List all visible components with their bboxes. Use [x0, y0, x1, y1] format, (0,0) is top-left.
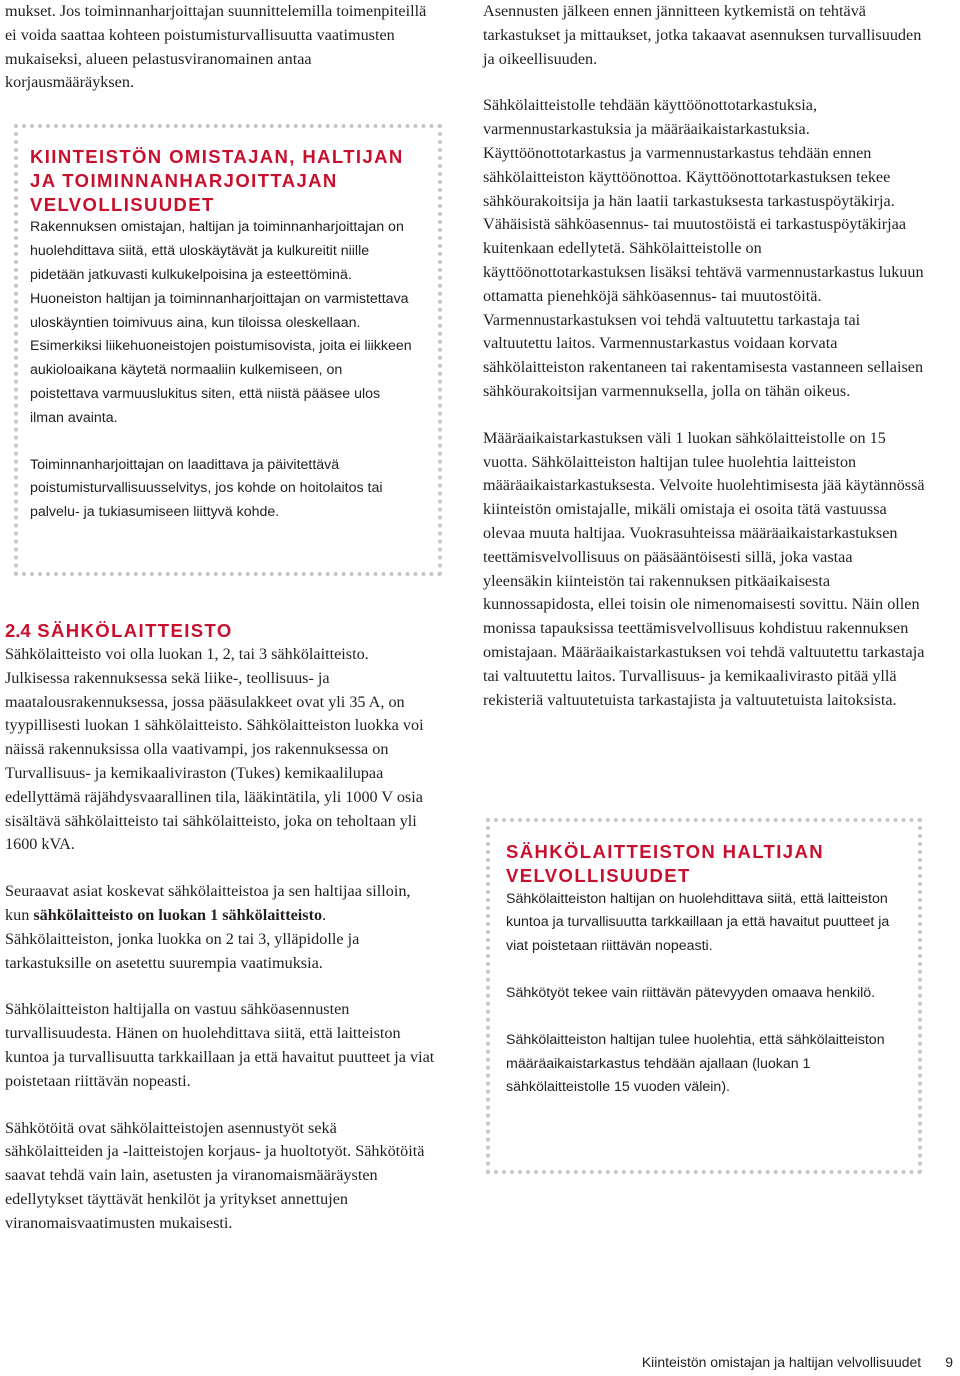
right-paragraph-1: Asennusten jälkeen ennen jännitteen kytkemistä on tehtävä tarkastukset ja mittaukset, jotka takaavat asennuksen turvallisuuden ja oikeellisuuden. — [483, 2, 922, 68]
installation-duties-paragraph-1: Sähkölaitteiston haltijan on huolehdittava siitä, että laitteiston kuntoa ja turvallisuutta tarkkaillaan ja että havaitut puutteet ja viat poistetaan riittävän nopeasti. — [506, 890, 890, 955]
installation-duties-box — [486, 818, 922, 1174]
section-paragraph-2-end: . Sähkölaitteiston, jonka luokka on 2 tai 3, ylläpidolle ja tarkastuksille on asetettu suurempia vaatimuksia. — [5, 905, 360, 972]
section-paragraph-4: Sähkötöitä ovat sähkölaitteistojen asennustyöt sekä sähkölaitteiden ja -laitteistojen korjaus- ja huoltotyöt. Sähkötöitä saavat tehdä vain lain, asetusten ja viranomaismääräysten edellytykset täyttävät henkilöt ja yritykset annettujen viranomaisvaatimusten mukaisesti. — [5, 1118, 425, 1232]
right-paragraph-2: Sähkölaitteistolle tehdään käyttöönottotarkastuksia, varmennustarkastuksia ja määräaikaistarkastuksia. Käyttöönottotarkastus ja varmennustarkastus tehdään ennen sähkölaitteiston käyttöönottoa. Käyttöönottotarkastuksen tekee sähköurakoitsija ja hän laatii tarkastuksesta tarkastuspöytäkirja. Vähäisistä sähköasennus- tai muutostöistä ei tarkastuspöytäkirjaa kuitenkaan edellytetä. Sähkölaitteistolle on käyttöönottotarkastuksen lisäksi tehtävä varmennustarkastus lukuun ottamatta pienehköjä sähköasennus- tai muutostöitä. Varmennustarkastuksen voi tehdä valtuutettu tarkastaja tai valtuutettu laitos. Varmennustarkastus voidaan korvata sähkölaitteiston rakentaneen tai rakentamisesta vastanneen sellaisen sähköurakoitsijan varmennuksella, jolla on tähän oikeus. — [483, 96, 924, 400]
section-paragraph-3: Sähkölaitteiston haltijalla on vastuu sähköasennusten turvallisuudesta. Hänen on huolehdittava siitä, että laitteiston kuntoa ja turvallisuutta tarkkaillaan ja että havaitut puutteet ja viat poistetaan riittävän nopeasti. — [5, 1000, 435, 1090]
page-number: 9 — [945, 1354, 953, 1370]
right-column — [483, 0, 925, 712]
section-paragraph-2-start: Seuraavat asiat koskevat sähkölaitteistoa ja sen haltijaa silloin, kun — [5, 882, 411, 924]
owner-duties-paragraph-1: Rakennuksen omistajan, haltijan ja toiminnanharjoittajan on huolehdittava siitä, että uloskäytävät ja kulkureitit niille pidetään jatkuvasti kulkukelpoisina ja esteettöminä. Huoneiston haltijan ja toiminnanharjoittajan on varmistettava uloskäyntien toimivuus aina, kun tiloissa oleskellaan. Esimerkiksi liikehuoneistojen poistumisovista, joita ei liikkeen aukioloaikana käytetä normaaliin kulkemiseen, on poistettava varmuuslukitus siten, että niistä pääsee ulos ilman avainta. — [30, 219, 412, 426]
installation-duties-paragraph-2: Sähkötyöt tekee vain riittävän pätevyyden omaava henkilö. — [506, 984, 876, 1001]
right-paragraph-3: Määräaikaistarkastuksen väli 1 luokan sähkölaitteistolle on 15 vuotta. Sähkölaitteiston haltijan tulee huolehtia laitteiston määräaikaistarkastuksesta. Velvoite huolehtimisesta jää käytännössä kiinteistön omistajalle, mikäli omistaja ei osoita tätä vastuussa olevaa muuta haltijaa. Vuokrasuhteissa määräaikaistarkastuksen teettämisvelvollisuus on pääsääntöisesti sillä, joka vastaa yleensäkin kiinteistön tai rakennuksen pitkäaikaisesta kunnossapidosta, ellei toisin ole nimenomaisesti sovittu. Näin ollen monissa tapauksissa teettämisvelvollisuus kohdistuu rakennuksen omistajaan. Määräaikaistarkastuksen voi tehdä valtuutettu tarkastaja tai valtuutettu laitos. Turvallisuus- ja kemikaalivirasto pitää yllä rekisteriä valtuutetuista tarkastajista ja valtuutetuista laitoksista. — [483, 428, 925, 709]
section-paragraph-2 — [5, 880, 435, 975]
page-footer — [642, 1352, 953, 1372]
section-heading — [5, 619, 435, 643]
section-paragraph-1: Sähkölaitteisto voi olla luokan 1, 2, tai 3 sähkölaitteisto. Julkisessa rakennuksessa sekä liike-, teollisuus- ja maatalousrakennuksessa, jossa pääsulakkeet ovat yli 35 A, on tyypillisesti luokan 1 sähkölaitteisto. Sähkölaitteiston luokka voi näissä rakennuksissa olla vaativampi, jos rakennuksessa on Turvallisuus- ja kemikaaliviraston (Tukes) kemikaalilupaa edellyttämä räjähdysvaarallinen tila, lääkintätila, yli 1000 V osia sisältävä sähkölaitteisto tai sähkölaitteisto, joka on teholtaan yli 1600 kVA. — [5, 645, 424, 854]
section-paragraph-2-bold: sähkölaitteisto on luokan 1 sähkölaitteisto — [33, 905, 323, 924]
section-title: SÄHKÖLAITTEISTO — [37, 620, 233, 641]
installation-duties-heading: SÄHKÖLAITTEISTON HALTIJAN VELVOLLISUUDET — [506, 841, 824, 886]
installation-duties-paragraph-3: Sähkölaitteiston haltijan tulee huolehtia, että sähkölaitteiston määräaikaistarkastus tehdään ajallaan (luokan 1 sähkölaitteistolle 15 vuoden välein). — [506, 1031, 885, 1096]
owner-duties-paragraph-2: Toiminnanharjoittajan on laadittava ja päivitettävä poistumisturvallisuusselvitys, jos kohde on hoitolaitos tai palvelu- ja tukiasumiseen liittyvä kohde. — [30, 456, 383, 521]
section-electrical — [5, 619, 435, 1236]
owner-duties-box — [14, 124, 442, 576]
section-number: 2.4 — [5, 620, 31, 641]
intro-paragraph: mukset. Jos toiminnanharjoittajan suunnittelemilla toimenpiteillä ei voida saattaa kohteen poistumisturvallisuutta vaatimusten mukaiseksi, alueen pelastusviranomainen antaa korjausmääräyksen. — [5, 2, 427, 92]
owner-duties-heading: KIINTEISTÖN OMISTAJAN, HALTIJAN JA TOIMINNANHARJOITTAJAN VELVOLLISUUDET — [30, 146, 404, 215]
footer-title: Kiinteistön omistajan ja haltijan velvollisuudet — [641, 1354, 922, 1370]
